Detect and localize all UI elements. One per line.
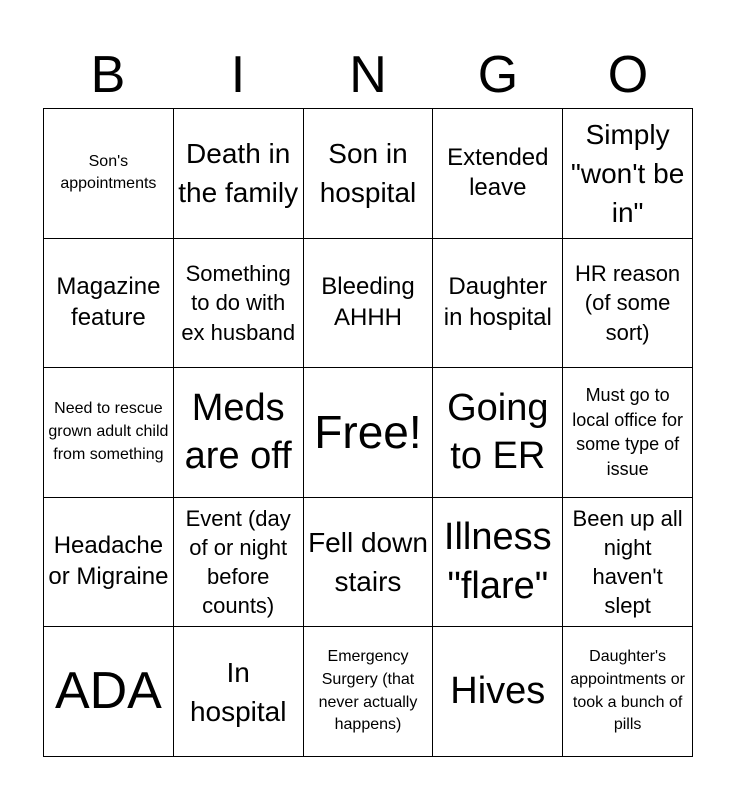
bingo-cell-i4[interactable] (174, 498, 304, 628)
cell-text: Meds are off (184, 386, 292, 478)
bingo-cell-b1[interactable] (44, 109, 174, 239)
bingo-cell-i3[interactable] (174, 368, 304, 498)
cell-text: Death in the family (178, 138, 299, 209)
cell-text: Been up all night haven't slept (572, 505, 683, 619)
bingo-cell-o1[interactable] (563, 109, 693, 239)
cell-text: Need to rescue grown adult child from something (48, 400, 169, 463)
bingo-cell-i5[interactable] (174, 627, 304, 757)
bingo-cell-g1[interactable] (433, 109, 563, 239)
bingo-cell-o4[interactable] (563, 498, 693, 628)
bingo-cell-g2[interactable] (433, 239, 563, 369)
header-letter-i: I (230, 46, 246, 104)
header-letter-n: N (349, 46, 387, 104)
cell-text: Hives (450, 670, 546, 713)
cell-text: Magazine feature (56, 273, 161, 331)
free-space-label: Free! (314, 405, 422, 458)
header-letter-o: O (607, 46, 649, 104)
bingo-cell-b4[interactable] (44, 498, 174, 628)
cell-text: ADA (54, 662, 162, 721)
bingo-header (43, 40, 693, 108)
cell-text: Daughter in hospital (443, 273, 552, 331)
bingo-cell-b5[interactable] (44, 627, 174, 757)
bingo-cell-n5[interactable] (304, 627, 434, 757)
bingo-cell-i1[interactable] (174, 109, 304, 239)
cell-text: Fell down stairs (308, 526, 428, 598)
cell-text: HR reason (of some sort) (575, 261, 681, 345)
cell-text: Headache or Migraine (48, 532, 169, 591)
cell-text: Extended leave (447, 143, 549, 202)
bingo-cell-n3-free[interactable] (304, 368, 434, 498)
cell-text: Must go to local office for some type of issue (572, 384, 683, 480)
bingo-cell-b3[interactable] (44, 368, 174, 498)
bingo-cell-n1[interactable] (304, 109, 434, 239)
cell-text: Son in hospital (319, 138, 417, 209)
bingo-cell-o2[interactable] (563, 239, 693, 369)
cell-text: Simply "won't be in" (570, 118, 685, 228)
bingo-cell-n2[interactable] (304, 239, 434, 369)
cell-text: In hospital (189, 656, 287, 727)
bingo-cell-o3[interactable] (563, 368, 693, 498)
cell-text: Bleeding AHHH (321, 273, 415, 331)
cell-text: Daughter's appointments or took a bunch of pills (570, 648, 685, 734)
bingo-cell-o5[interactable] (563, 627, 693, 757)
header-letter-b: B (90, 46, 126, 104)
bingo-cell-g3[interactable] (433, 368, 563, 498)
cell-text: Something to do with ex husband (181, 261, 296, 345)
bingo-cell-b2[interactable] (44, 239, 174, 369)
bingo-cell-i2[interactable] (174, 239, 304, 369)
cell-text: Illness "flare" (443, 516, 552, 608)
header-letter-g: G (477, 46, 519, 104)
bingo-cell-g4[interactable] (433, 498, 563, 628)
bingo-board (43, 108, 693, 757)
bingo-cell-n4[interactable] (304, 498, 434, 628)
bingo-cell-g5[interactable] (433, 627, 563, 757)
cell-text: Going to ER (447, 386, 549, 478)
cell-text: Emergency Surgery (that never actually happens) (318, 648, 418, 734)
cell-text: Event (day of or night before counts) (185, 505, 291, 619)
cell-text: Son's appointments (60, 152, 157, 193)
